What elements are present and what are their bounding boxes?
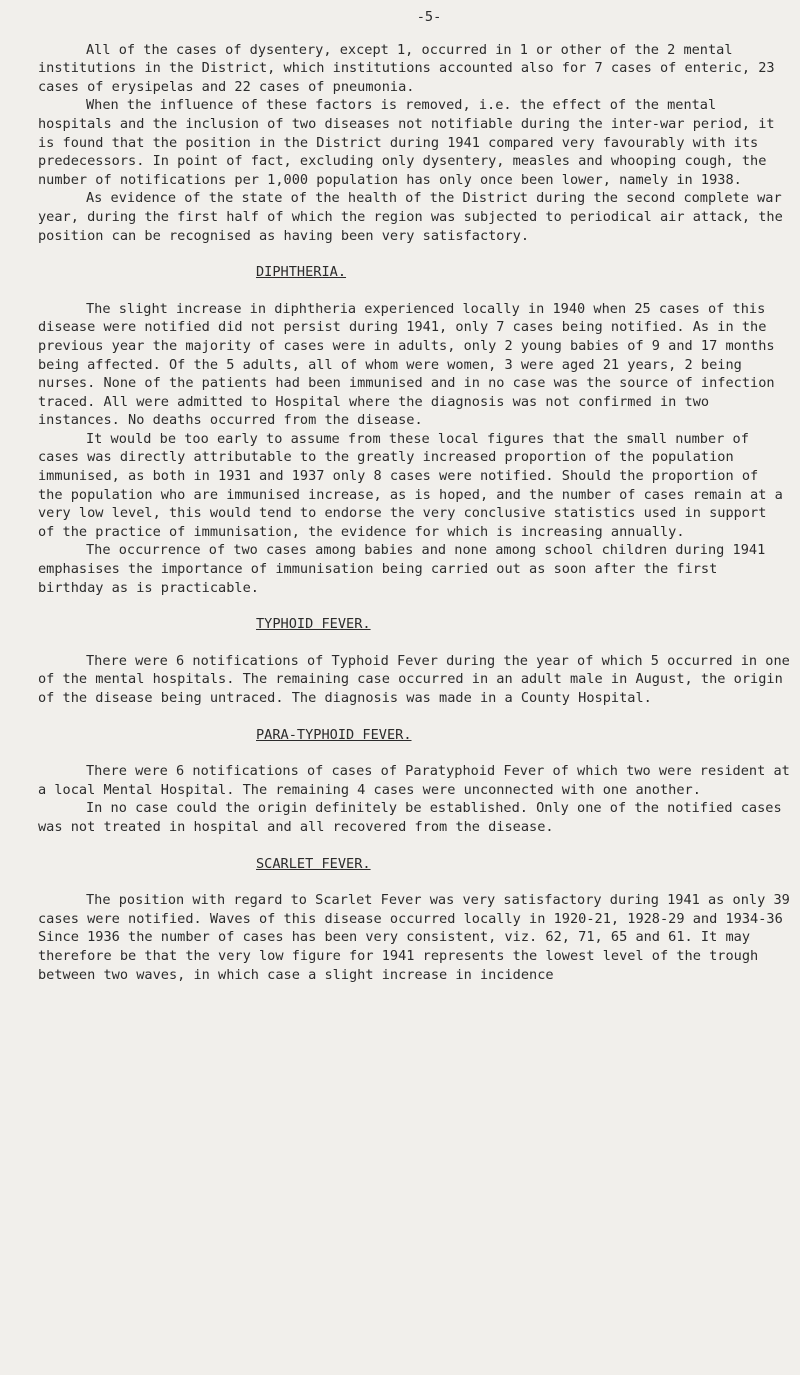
scarlet-fever-paragraph-1: The position with regard to Scarlet Fever was very satisfactory during 1941 as only 39 cases were notified. Waves of this disease occurred locally in 1920-21, 1928-29 and 1934-36 Since 1936 the number of cases has been very consistent, viz. 62, 71, 65 and 61. It may therefore be that the very low figure for 1941 represents the lowest level of the trough between two waves, in which case a slight increase in incidence [38, 892, 790, 983]
paratyphoid-section [38, 726, 790, 837]
paratyphoid-paragraph-2: In no case could the origin definitely be established. Only one of the notified cases was not treated in hospital and all recovered from the disease. [38, 800, 782, 835]
scarlet-fever-heading: SCARLET FEVER. [256, 855, 371, 872]
intro-paragraph-1: All of the cases of dysentery, except 1, occurred in 1 or other of the 2 mental institutions in the District, which institutions accounted also for 7 cases of enteric, 23 cases of erysipelas and 22 cases of pneumonia. [38, 41, 775, 95]
paratyphoid-paragraph-1: There were 6 notifications of cases of Paratyphoid Fever of which two were resident at a local Mental Hospital. The remaining 4 cases were unconnected with one another. [38, 763, 790, 798]
diphtheria-paragraph-1: The slight increase in diphtheria experienced locally in 1940 when 25 cases of this disease were notified did not persist during 1941, only 7 cases being notified. As in the previous year the majority of cases were in adults, only 2 young babies of 9 and 17 months being affected. Of the 5 adults, all of whom were women, 3 were aged 21 years, 2 being nurses. None of the patients had been immunised and in no case was the source of infection traced. All were admitted to Hospital where the diagnosis was not confirmed in two instances. No deaths occurred from the disease. [38, 300, 775, 429]
intro-section [38, 41, 790, 246]
typhoid-heading: TYPHOID FEVER. [256, 616, 371, 633]
diphtheria-heading: DIPHTHERIA. [256, 264, 347, 281]
typhoid-section [38, 615, 790, 707]
paratyphoid-heading: PARA-TYPHOID FEVER. [256, 726, 412, 743]
page-number: -5- [416, 9, 442, 25]
diphtheria-section [38, 263, 790, 597]
scarlet-fever-section [38, 855, 790, 985]
diphtheria-paragraph-2: It would be too early to assume from these local figures that the small number of cases was directly attributable to the greatly increased proportion of the population immunised, as both in 1931 and 1937 only 8 cases were notified. Should the proportion of the population who are immunised increase, as is hoped, and the number of cases remain at a very low level, this would tend to endorse the very conclusive statistics used in support of the practice of immunisation, the evidence for which is increasing annually. [38, 430, 783, 540]
intro-paragraph-3: As evidence of the state of the health of the District during the second complete war year, during the first half of which the region was subjected to periodical air attack, the position can be recognised as having been very satisfactory. [38, 190, 783, 244]
diphtheria-paragraph-3: The occurrence of two cases among babies and none among school children during 1941 emphasises the importance of immunisation being carried out as soon after the first birthday as is practicable. [38, 542, 766, 596]
intro-paragraph-2: When the influence of these factors is removed, i.e. the effect of the mental hospitals and the inclusion of two diseases not notifiable during the inter-war period, it is found that the position in the District during 1941 compared very favourably with its predecessors. In point of fact, excluding only dysentery, measles and whooping cough, the number of notifications per 1,000 population has only once been lower, namely in 1938. [38, 97, 775, 188]
typhoid-paragraph-1: There were 6 notifications of Typhoid Fever during the year of which 5 occurred in one of the mental hospitals. The remaining case occurred in an adult male in August, the origin of the disease being untraced. The diagnosis was made in a County Hospital. [38, 652, 790, 706]
document-page [38, 8, 790, 984]
